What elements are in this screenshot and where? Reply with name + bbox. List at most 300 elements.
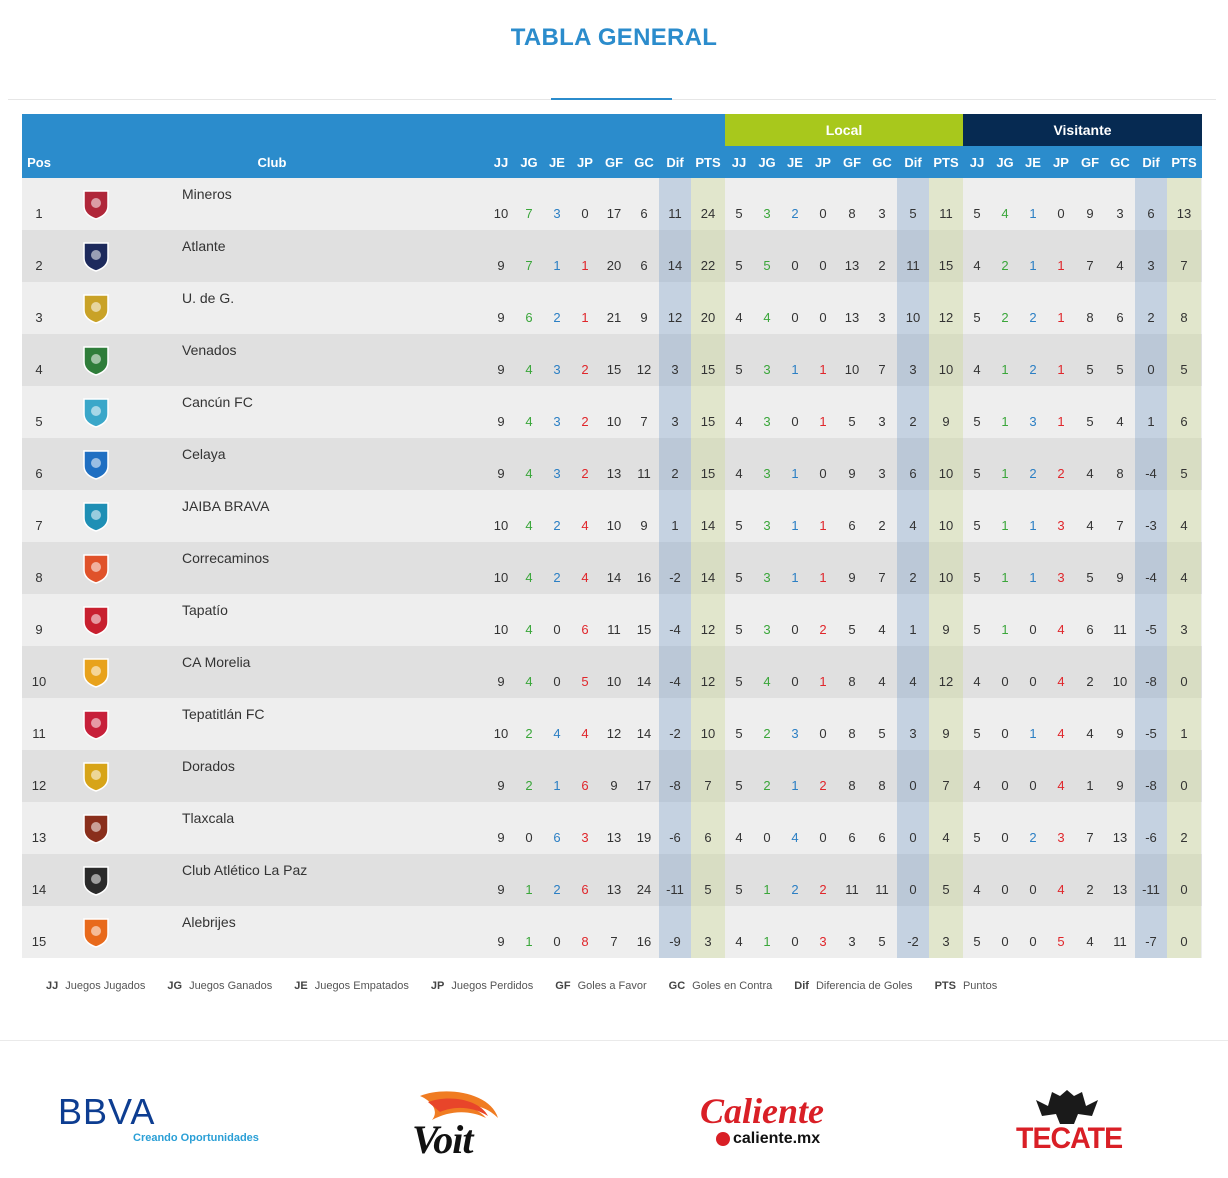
club-crest-icon[interactable] xyxy=(78,760,114,792)
local-gc-cell: 7 xyxy=(878,570,886,585)
club-crest-icon[interactable] xyxy=(78,656,114,688)
club-crest-icon[interactable] xyxy=(78,240,114,272)
visitante-jg-cell: 0 xyxy=(1001,778,1009,793)
visitante-jp-cell: 2 xyxy=(1057,466,1065,481)
local-je-cell: 0 xyxy=(791,674,799,689)
local-jg-cell: 3 xyxy=(763,622,771,637)
overall-jg-cell: 4 xyxy=(525,466,533,481)
overall-je-cell: 2 xyxy=(553,882,561,897)
local-jg-cell: 0 xyxy=(763,830,771,845)
visitante-jg-cell: 4 xyxy=(1001,206,1009,221)
club-header[interactable]: Club xyxy=(257,154,287,170)
visitante-jg-header[interactable]: JG xyxy=(996,154,1014,170)
overall-dif-cell: -4 xyxy=(669,622,681,637)
overall-jg-header[interactable]: JG xyxy=(520,154,538,170)
local-gf-cell: 6 xyxy=(848,518,856,533)
table-row[interactable] xyxy=(22,594,1202,646)
local-pts-cell: 10 xyxy=(938,466,954,481)
local-je-header[interactable]: JE xyxy=(787,154,803,170)
visitante-jg-cell: 1 xyxy=(1001,570,1009,585)
bbva-sponsor-logo[interactable] xyxy=(58,1091,268,1146)
overall-jg-cell: 4 xyxy=(525,570,533,585)
overall-dif-cell: 3 xyxy=(671,362,679,377)
club-crest-icon[interactable] xyxy=(78,396,114,428)
overall-jj-cell: 10 xyxy=(493,518,509,533)
local-dif-header[interactable]: Dif xyxy=(904,154,922,170)
local-jp-cell: 1 xyxy=(819,414,827,429)
overall-pts-cell: 3 xyxy=(704,934,712,949)
overall-dif-header[interactable]: Dif xyxy=(666,154,684,170)
local-pts-cell: 9 xyxy=(942,414,950,429)
local-group-header: Local xyxy=(725,114,963,146)
visitante-je-cell: 0 xyxy=(1029,778,1037,793)
legend-text: Diferencia de Goles xyxy=(815,980,913,992)
overall-jj-cell: 10 xyxy=(493,206,509,221)
overall-jp-cell: 4 xyxy=(581,518,589,533)
club-crest-icon[interactable] xyxy=(78,188,114,220)
visitante-pts-cell: 4 xyxy=(1180,570,1188,585)
local-gc-cell: 2 xyxy=(878,258,886,273)
overall-jp-cell: 4 xyxy=(581,570,589,585)
club-name-link[interactable]: Alebrijes xyxy=(182,914,236,930)
legend-item xyxy=(555,980,646,996)
visitante-dif-cell: -3 xyxy=(1145,518,1157,533)
overall-gf-cell: 12 xyxy=(606,726,622,741)
visitante-jg-cell: 0 xyxy=(1001,934,1009,949)
visitante-jp-cell: 5 xyxy=(1057,934,1065,949)
local-dif-cell: 3 xyxy=(909,726,917,741)
overall-jp-cell: 6 xyxy=(581,622,589,637)
overall-jg-cell: 4 xyxy=(525,414,533,429)
local-jj-cell: 4 xyxy=(735,310,743,325)
local-gc-cell: 5 xyxy=(878,934,886,949)
overall-gc-header[interactable]: GC xyxy=(634,154,654,170)
local-gc-cell: 11 xyxy=(875,882,889,897)
visitante-je-cell: 0 xyxy=(1029,622,1037,637)
local-pts-cell: 9 xyxy=(942,622,950,637)
overall-pts-cell: 10 xyxy=(700,726,716,741)
club-crest-icon[interactable] xyxy=(78,916,114,948)
local-jp-cell: 2 xyxy=(819,882,827,897)
club-name-link[interactable]: Club Atlético La Paz xyxy=(182,862,308,878)
overall-pts-cell: 15 xyxy=(700,362,716,377)
local-jj-cell: 5 xyxy=(735,622,743,637)
local-je-cell: 2 xyxy=(791,882,799,897)
local-gf-cell: 10 xyxy=(844,362,860,377)
table-row[interactable] xyxy=(22,906,1202,958)
legend-text: Puntos xyxy=(962,980,998,992)
overall-pts-cell: 14 xyxy=(700,518,716,533)
overall-pts-cell: 6 xyxy=(704,830,712,845)
local-dif-cell: 10 xyxy=(905,310,921,325)
legend-item xyxy=(431,980,533,996)
visitante-je-header[interactable]: JE xyxy=(1025,154,1041,170)
overall-jg-cell: 2 xyxy=(525,778,533,793)
overall-gf-cell: 15 xyxy=(606,362,622,377)
visitante-jg-cell: 0 xyxy=(1001,882,1009,897)
overall-jg-cell: 1 xyxy=(525,882,533,897)
local-gf-cell: 6 xyxy=(848,830,856,845)
overall-je-cell: 0 xyxy=(553,674,561,689)
local-jj-cell: 5 xyxy=(735,778,743,793)
club-name-link[interactable]: CA Morelia xyxy=(182,654,251,670)
local-dif-cell: 0 xyxy=(909,830,917,845)
caliente-dot-icon xyxy=(716,1132,730,1146)
visitante-gc-cell: 5 xyxy=(1116,362,1124,377)
visitante-pts-cell: 0 xyxy=(1180,882,1188,897)
club-crest-icon[interactable] xyxy=(78,500,114,532)
visitante-pts-header[interactable]: PTS xyxy=(1171,154,1197,170)
overall-dif-cell: 2 xyxy=(671,466,679,481)
overall-je-cell: 3 xyxy=(553,466,561,481)
overall-jj-cell: 10 xyxy=(493,570,509,585)
legend-abbr: JP xyxy=(430,980,445,992)
visitante-jp-cell: 4 xyxy=(1057,726,1065,741)
local-gf-cell: 13 xyxy=(844,258,860,273)
position-cell: 6 xyxy=(35,466,43,481)
legend-item xyxy=(294,980,409,996)
legend-text: Juegos Perdidos xyxy=(451,980,534,992)
overall-gc-cell: 24 xyxy=(636,882,652,897)
visitante-gf-cell: 5 xyxy=(1086,414,1094,429)
local-jj-header[interactable]: JJ xyxy=(731,154,747,170)
local-gc-header[interactable]: GC xyxy=(872,154,892,170)
local-jg-cell: 4 xyxy=(763,674,771,689)
voit-wordmark: Voit xyxy=(412,1117,473,1162)
legend-abbr: PTS xyxy=(934,980,956,992)
local-gc-cell: 7 xyxy=(878,362,886,377)
overall-jp-cell: 1 xyxy=(581,310,589,325)
visitante-gc-cell: 6 xyxy=(1116,310,1124,325)
local-gf-cell: 9 xyxy=(848,466,856,481)
overall-je-cell: 2 xyxy=(553,570,561,585)
club-crest-icon[interactable] xyxy=(78,292,114,324)
visitante-pts-cell: 0 xyxy=(1180,778,1188,793)
visitante-dif-cell: -6 xyxy=(1145,830,1157,845)
overall-pts-cell: 24 xyxy=(700,206,716,221)
overall-gc-cell: 6 xyxy=(640,206,648,221)
overall-gc-cell: 14 xyxy=(636,674,652,689)
local-jg-cell: 3 xyxy=(763,518,771,533)
local-jp-cell: 2 xyxy=(819,622,827,637)
overall-dif-cell: 14 xyxy=(667,258,683,273)
local-jg-cell: 2 xyxy=(763,778,771,793)
visitante-jp-cell: 4 xyxy=(1057,882,1065,897)
overall-dif-cell: 1 xyxy=(671,518,679,533)
local-pts-header[interactable]: PTS xyxy=(933,154,959,170)
visitante-gf-cell: 4 xyxy=(1086,466,1094,481)
overall-gc-cell: 17 xyxy=(636,778,652,793)
visitante-je-cell: 1 xyxy=(1029,726,1037,741)
table-row[interactable] xyxy=(22,646,1202,698)
overall-pts-cell: 15 xyxy=(700,414,716,429)
overall-pts-cell: 15 xyxy=(700,466,716,481)
table-row[interactable] xyxy=(22,282,1202,334)
visitante-jj-cell: 5 xyxy=(973,934,981,949)
club-name-link[interactable]: Tepatitlán FC xyxy=(182,706,265,722)
tecate-sponsor-logo[interactable] xyxy=(1012,1086,1122,1158)
visitante-gf-header[interactable]: GF xyxy=(1080,154,1100,170)
table-row[interactable] xyxy=(22,542,1202,594)
club-name-link[interactable]: Correcaminos xyxy=(182,550,270,566)
position-cell: 4 xyxy=(35,362,43,377)
visitante-pts-cell: 3 xyxy=(1180,622,1188,637)
local-gf-cell: 9 xyxy=(848,570,856,585)
visitante-gf-cell: 8 xyxy=(1086,310,1094,325)
overall-jg-cell: 1 xyxy=(525,934,533,949)
overall-gf-cell: 17 xyxy=(606,206,622,221)
local-pts-cell: 10 xyxy=(938,518,954,533)
visitante-jp-cell: 4 xyxy=(1057,674,1065,689)
position-cell: 9 xyxy=(35,622,43,637)
visitante-jj-cell: 5 xyxy=(973,466,981,481)
visitante-jj-cell: 5 xyxy=(973,830,981,845)
local-gf-cell: 11 xyxy=(845,882,859,897)
visitante-dif-header[interactable]: Dif xyxy=(1142,154,1160,170)
position-cell: 11 xyxy=(32,726,46,741)
overall-gf-cell: 13 xyxy=(606,882,622,897)
overall-jj-cell: 9 xyxy=(497,778,505,793)
local-gc-cell: 6 xyxy=(878,830,886,845)
overall-je-cell: 0 xyxy=(553,934,561,949)
club-crest-icon[interactable] xyxy=(78,552,114,584)
visitante-je-cell: 2 xyxy=(1029,310,1037,325)
table-row[interactable] xyxy=(22,490,1202,542)
table-row[interactable] xyxy=(22,698,1202,750)
visitante-gf-cell: 9 xyxy=(1086,206,1094,221)
visitante-jj-cell: 5 xyxy=(973,414,981,429)
table-row[interactable] xyxy=(22,750,1202,802)
legend-item xyxy=(669,980,773,996)
table-row[interactable] xyxy=(22,438,1202,490)
visitante-dif-cell: 2 xyxy=(1147,310,1155,325)
club-crest-icon[interactable] xyxy=(78,344,114,376)
visitante-gf-cell: 2 xyxy=(1086,674,1094,689)
visitante-dif-cell: 6 xyxy=(1147,206,1155,221)
legend-text: Goles a Favor xyxy=(577,980,647,992)
overall-dif-cell: -11 xyxy=(666,882,684,897)
visitante-group-header: Visitante xyxy=(963,114,1202,146)
overall-dif-cell: 11 xyxy=(668,206,682,221)
visitante-jp-header[interactable]: JP xyxy=(1053,154,1069,170)
position-cell: 2 xyxy=(35,258,43,273)
legend-text: Juegos Ganados xyxy=(189,980,273,992)
local-gf-cell: 8 xyxy=(848,726,856,741)
visitante-gc-cell: 4 xyxy=(1116,414,1124,429)
visitante-gf-cell: 5 xyxy=(1086,570,1094,585)
club-name-link[interactable]: U. de G. xyxy=(182,290,235,306)
local-je-cell: 1 xyxy=(791,778,799,793)
visitante-gc-cell: 10 xyxy=(1112,674,1128,689)
visitante-jp-cell: 3 xyxy=(1057,830,1065,845)
overall-gc-cell: 11 xyxy=(637,466,651,481)
overall-pts-header[interactable]: PTS xyxy=(695,154,721,170)
caliente-url: caliente.mx xyxy=(733,1130,821,1147)
overall-jp-cell: 4 xyxy=(581,726,589,741)
club-name-link[interactable]: Dorados xyxy=(182,758,235,774)
visitante-je-cell: 1 xyxy=(1029,206,1037,221)
position-cell: 7 xyxy=(35,518,43,533)
overall-gc-cell: 19 xyxy=(636,830,652,845)
title-accent-underline xyxy=(551,98,672,100)
club-name-link[interactable]: Tapatío xyxy=(182,602,228,618)
caliente-url-row xyxy=(716,1130,820,1148)
visitante-dif-cell: -5 xyxy=(1145,622,1157,637)
club-crest-icon[interactable] xyxy=(78,604,114,636)
overall-gc-cell: 16 xyxy=(636,570,652,585)
local-pts-cell: 10 xyxy=(938,570,954,585)
position-cell: 14 xyxy=(31,882,47,897)
visitante-jj-cell: 5 xyxy=(973,518,981,533)
legend xyxy=(46,980,1019,996)
overall-jp-header[interactable]: JP xyxy=(577,154,593,170)
visitante-dif-cell: 0 xyxy=(1147,362,1155,377)
visitante-gf-cell: 6 xyxy=(1086,622,1094,637)
overall-gc-cell: 9 xyxy=(640,310,648,325)
club-crest-icon[interactable] xyxy=(78,448,114,480)
table-row[interactable] xyxy=(22,178,1202,230)
pos-header[interactable]: Pos xyxy=(27,154,51,170)
visitante-gc-cell: 7 xyxy=(1116,518,1124,533)
local-jj-cell: 5 xyxy=(735,258,743,273)
legend-item xyxy=(935,980,998,996)
visitante-gf-cell: 4 xyxy=(1086,518,1094,533)
local-pts-cell: 15 xyxy=(938,258,954,273)
table-row[interactable] xyxy=(22,802,1202,854)
overall-jg-cell: 4 xyxy=(525,674,533,689)
local-je-cell: 0 xyxy=(791,310,799,325)
overall-je-cell: 2 xyxy=(553,310,561,325)
visitante-gf-cell: 7 xyxy=(1086,830,1094,845)
visitante-dif-cell: -5 xyxy=(1145,726,1157,741)
visitante-je-cell: 1 xyxy=(1029,518,1037,533)
overall-gf-cell: 13 xyxy=(606,466,622,481)
overall-dif-cell: -8 xyxy=(669,778,681,793)
visitante-gc-header[interactable]: GC xyxy=(1110,154,1130,170)
local-dif-cell: 3 xyxy=(909,362,917,377)
visitante-gc-cell: 4 xyxy=(1116,258,1124,273)
club-name-link[interactable]: Cancún FC xyxy=(182,394,253,410)
local-pts-cell: 12 xyxy=(938,674,954,689)
club-name-link[interactable]: JAIBA BRAVA xyxy=(182,498,270,514)
overall-jg-cell: 7 xyxy=(525,206,533,221)
visitante-dif-cell: -7 xyxy=(1145,934,1157,949)
local-jg-header[interactable]: JG xyxy=(758,154,776,170)
visitante-je-cell: 3 xyxy=(1029,414,1037,429)
visitante-gf-cell: 4 xyxy=(1086,934,1094,949)
visitante-jp-cell: 1 xyxy=(1057,362,1065,377)
local-dif-cell: 4 xyxy=(909,674,917,689)
position-cell: 8 xyxy=(35,570,43,585)
local-jj-cell: 4 xyxy=(735,466,743,481)
local-gc-cell: 4 xyxy=(878,674,886,689)
club-crest-icon[interactable] xyxy=(78,864,114,896)
visitante-jj-cell: 5 xyxy=(973,570,981,585)
visitante-je-cell: 2 xyxy=(1029,830,1037,845)
local-je-cell: 0 xyxy=(791,414,799,429)
visitante-jj-cell: 4 xyxy=(973,362,981,377)
position-cell: 5 xyxy=(35,414,43,429)
visitante-jj-header[interactable]: JJ xyxy=(969,154,985,170)
club-name-link[interactable]: Venados xyxy=(182,342,237,358)
overall-jj-header[interactable]: JJ xyxy=(493,154,509,170)
visitante-dif-cell: -4 xyxy=(1145,570,1157,585)
overall-gc-cell: 14 xyxy=(636,726,652,741)
visitante-gc-cell: 3 xyxy=(1116,206,1124,221)
local-gf-cell: 3 xyxy=(848,934,856,949)
overall-jj-cell: 9 xyxy=(497,310,505,325)
local-jg-cell: 3 xyxy=(763,414,771,429)
legend-item xyxy=(46,980,145,996)
club-name-link[interactable]: Mineros xyxy=(182,186,232,202)
local-dif-cell: 4 xyxy=(909,518,917,533)
overall-je-cell: 6 xyxy=(553,830,561,845)
voit-sponsor-logo[interactable] xyxy=(410,1088,520,1162)
local-jp-cell: 0 xyxy=(819,206,827,221)
table-row[interactable] xyxy=(22,854,1202,906)
local-je-cell: 4 xyxy=(791,830,799,845)
visitante-jg-cell: 0 xyxy=(1001,830,1009,845)
overall-pts-cell: 5 xyxy=(704,882,712,897)
position-cell: 12 xyxy=(31,778,47,793)
visitante-pts-cell: 5 xyxy=(1180,466,1188,481)
visitante-pts-cell: 5 xyxy=(1180,362,1188,377)
local-jp-cell: 1 xyxy=(819,570,827,585)
legend-abbr: GF xyxy=(555,980,571,992)
overall-gf-cell: 7 xyxy=(610,934,618,949)
local-gf-header[interactable]: GF xyxy=(842,154,862,170)
overall-je-cell: 0 xyxy=(553,622,561,637)
overall-jg-cell: 4 xyxy=(525,362,533,377)
club-crest-icon[interactable] xyxy=(78,812,114,844)
local-dif-cell: 2 xyxy=(909,570,917,585)
club-name-link[interactable]: Celaya xyxy=(182,446,226,462)
visitante-gc-cell: 9 xyxy=(1116,778,1124,793)
club-name-link[interactable]: Tlaxcala xyxy=(182,810,235,826)
visitante-jg-cell: 1 xyxy=(1001,414,1009,429)
local-gc-cell: 5 xyxy=(878,726,886,741)
local-jp-cell: 0 xyxy=(819,310,827,325)
visitante-pts-cell: 0 xyxy=(1180,934,1188,949)
local-jp-header[interactable]: JP xyxy=(815,154,831,170)
overall-je-cell: 1 xyxy=(553,258,561,273)
overall-gf-cell: 10 xyxy=(606,518,622,533)
table-row[interactable] xyxy=(22,386,1202,438)
local-gc-cell: 2 xyxy=(878,518,886,533)
visitante-jp-cell: 3 xyxy=(1057,518,1065,533)
local-pts-cell: 5 xyxy=(942,882,950,897)
overall-gf-cell: 10 xyxy=(606,674,622,689)
table-row[interactable] xyxy=(22,230,1202,282)
visitante-gf-cell: 7 xyxy=(1086,258,1094,273)
visitante-je-cell: 0 xyxy=(1029,882,1037,897)
overall-gf-header[interactable]: GF xyxy=(604,154,624,170)
club-name-link[interactable]: Atlante xyxy=(182,238,226,254)
table-row[interactable] xyxy=(22,334,1202,386)
local-pts-cell: 7 xyxy=(942,778,950,793)
club-crest-icon[interactable] xyxy=(78,708,114,740)
local-jp-cell: 3 xyxy=(819,934,827,949)
overall-jp-cell: 3 xyxy=(581,830,589,845)
local-jp-cell: 0 xyxy=(819,830,827,845)
overall-je-header[interactable]: JE xyxy=(549,154,565,170)
caliente-sponsor-logo[interactable] xyxy=(700,1092,830,1152)
legend-abbr: GC xyxy=(668,980,686,992)
local-jg-cell: 3 xyxy=(763,466,771,481)
local-gf-cell: 8 xyxy=(848,674,856,689)
visitante-je-cell: 1 xyxy=(1029,570,1037,585)
standings-rows xyxy=(22,178,1202,958)
